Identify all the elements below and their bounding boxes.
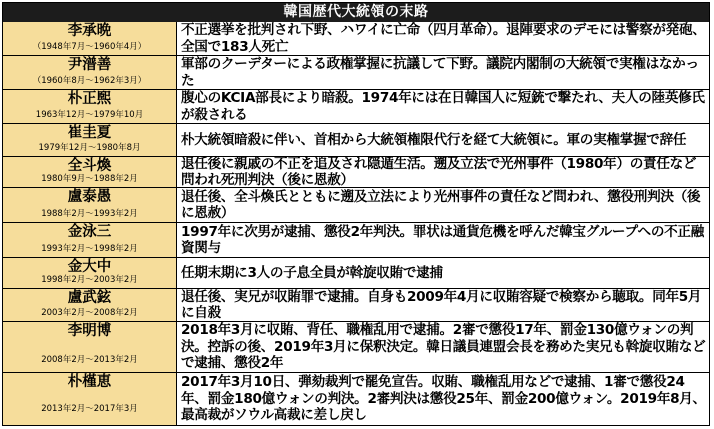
- president-name: 尹潽善: [67, 57, 112, 73]
- president-name-cell: [3, 22, 176, 56]
- president-name-cell: [3, 223, 176, 258]
- president-fate-text: 2018年3月に収賄、背任、職権乱用で逮捕。2審で懲役17年、罰金130億ウォンの判決。控訴の後、2019年3月に保釈決定。韓日議員連盟会長を務めた実兄も斡旋収賄などで逮捕、懲役2年: [181, 322, 706, 372]
- president-name: 全斗煥: [67, 158, 112, 174]
- president-fate-text: 不正選挙を批判され下野、ハワイに亡命（四月革命）。退陣要求のデモには警察が発砲、全国で183人死亡: [181, 22, 706, 55]
- president-fate-cell: [176, 157, 709, 188]
- president-name-cell: [3, 289, 176, 322]
- president-name-cell: [3, 322, 176, 373]
- president-fate-text: 退任後、全斗煥氏とともに遡及立法により光州事件の責任など問われ、懲役刑判決（後に恩赦）: [181, 188, 701, 221]
- president-fate-cell: [176, 223, 709, 258]
- president-name-cell: [3, 56, 176, 90]
- president-term: 1979年12月〜1980年8月: [38, 143, 141, 153]
- president-fate-cell: [176, 188, 709, 223]
- president-fate-text: 任期末期に3人の子息全員が斡旋収賄で逮捕: [181, 264, 443, 281]
- president-name-cell: [3, 157, 176, 188]
- table-title: 韓国歴代大統領の末路: [3, 3, 709, 22]
- president-fate-cell: [176, 90, 709, 124]
- president-fate-text: 退任後、実兄が収賄罪で逮捕。自身も2009年4月に収賄容疑で検察から聴取。同年5月に自殺: [181, 288, 702, 321]
- president-term: 2008年2月〜2013年2月: [41, 355, 138, 365]
- president-fate-cell: [176, 124, 709, 157]
- president-name-cell: [3, 258, 176, 289]
- president-fate-text: 朴大統領暗殺に伴い、首相から大統領権限代行を経て大統領に。軍の実権掌握で辞任: [181, 131, 687, 148]
- president-fate-text: 退任後に親戚の不正を追及され隠遁生活。遡及立法で光州事件（1980年）の責任など問われ死刑判決（後に恩赦）: [181, 155, 697, 188]
- president-fate-cell: [176, 258, 709, 289]
- president-fate-cell: [176, 22, 709, 56]
- president-fate-text: 軍部のクーデターによる政権掌握に抗議して下野。議院内閣制の大統領で実権はなかった: [181, 56, 699, 89]
- president-term: 1963年12月〜1979年10月: [35, 110, 144, 120]
- president-name: 金泳三: [67, 224, 112, 240]
- president-fate-cell: [176, 322, 709, 373]
- president-name-cell: [3, 188, 176, 223]
- president-fate-cell: [176, 289, 709, 322]
- president-term: 1993年2月〜1998年2月: [41, 244, 138, 254]
- president-name-cell: [3, 373, 176, 425]
- president-term: 1998年2月〜2003年2月: [41, 275, 138, 285]
- presidents-table: [2, 2, 710, 426]
- president-fate-text: 1997年に次男が逮捕、懲役2年判決。罪状は通貨危機を呼んだ韓宝グループへの不正融資関与: [181, 223, 705, 256]
- president-fate-cell: [176, 56, 709, 90]
- president-fate-cell: [176, 373, 709, 425]
- president-name-cell: [3, 124, 176, 157]
- president-name: 金大中: [67, 259, 112, 275]
- president-term: 2013年2月〜2017年3月: [41, 404, 138, 414]
- president-name: 朴正煕: [67, 91, 112, 107]
- president-term: 2003年2月〜2008年2月: [41, 308, 138, 318]
- president-term: （1960年8月〜1962年3月）: [32, 76, 147, 86]
- president-name: 盧泰愚: [67, 189, 112, 205]
- president-fate-text: 2017年3月10日、弾劾裁判で罷免宣告。収賄、職権乱用などで逮捕、1審で懲役24年、罰金180億ウォンの判決。2審判決は懲役25年、罰金200億ウォン。2019年8月、最高裁がソウル高裁に差し戻し: [181, 374, 706, 424]
- president-name: 朴槿恵: [67, 374, 112, 390]
- president-name-cell: [3, 90, 176, 124]
- president-term: 1988年2月〜1993年2月: [41, 209, 138, 219]
- president-name: 崔圭夏: [67, 125, 112, 141]
- president-term: 1980年9月〜1988年2月: [41, 174, 138, 184]
- president-fate-text: 腹心のKCIA部長により暗殺。1974年には在日韓国人に短銃で撃たれ、夫人の陸英修氏が殺される: [181, 90, 705, 123]
- president-name: 李明博: [67, 323, 112, 339]
- president-term: （1948年7月〜1960年4月）: [32, 42, 147, 52]
- president-name: 李承晩: [67, 23, 112, 39]
- president-name: 盧武鉉: [67, 290, 112, 306]
